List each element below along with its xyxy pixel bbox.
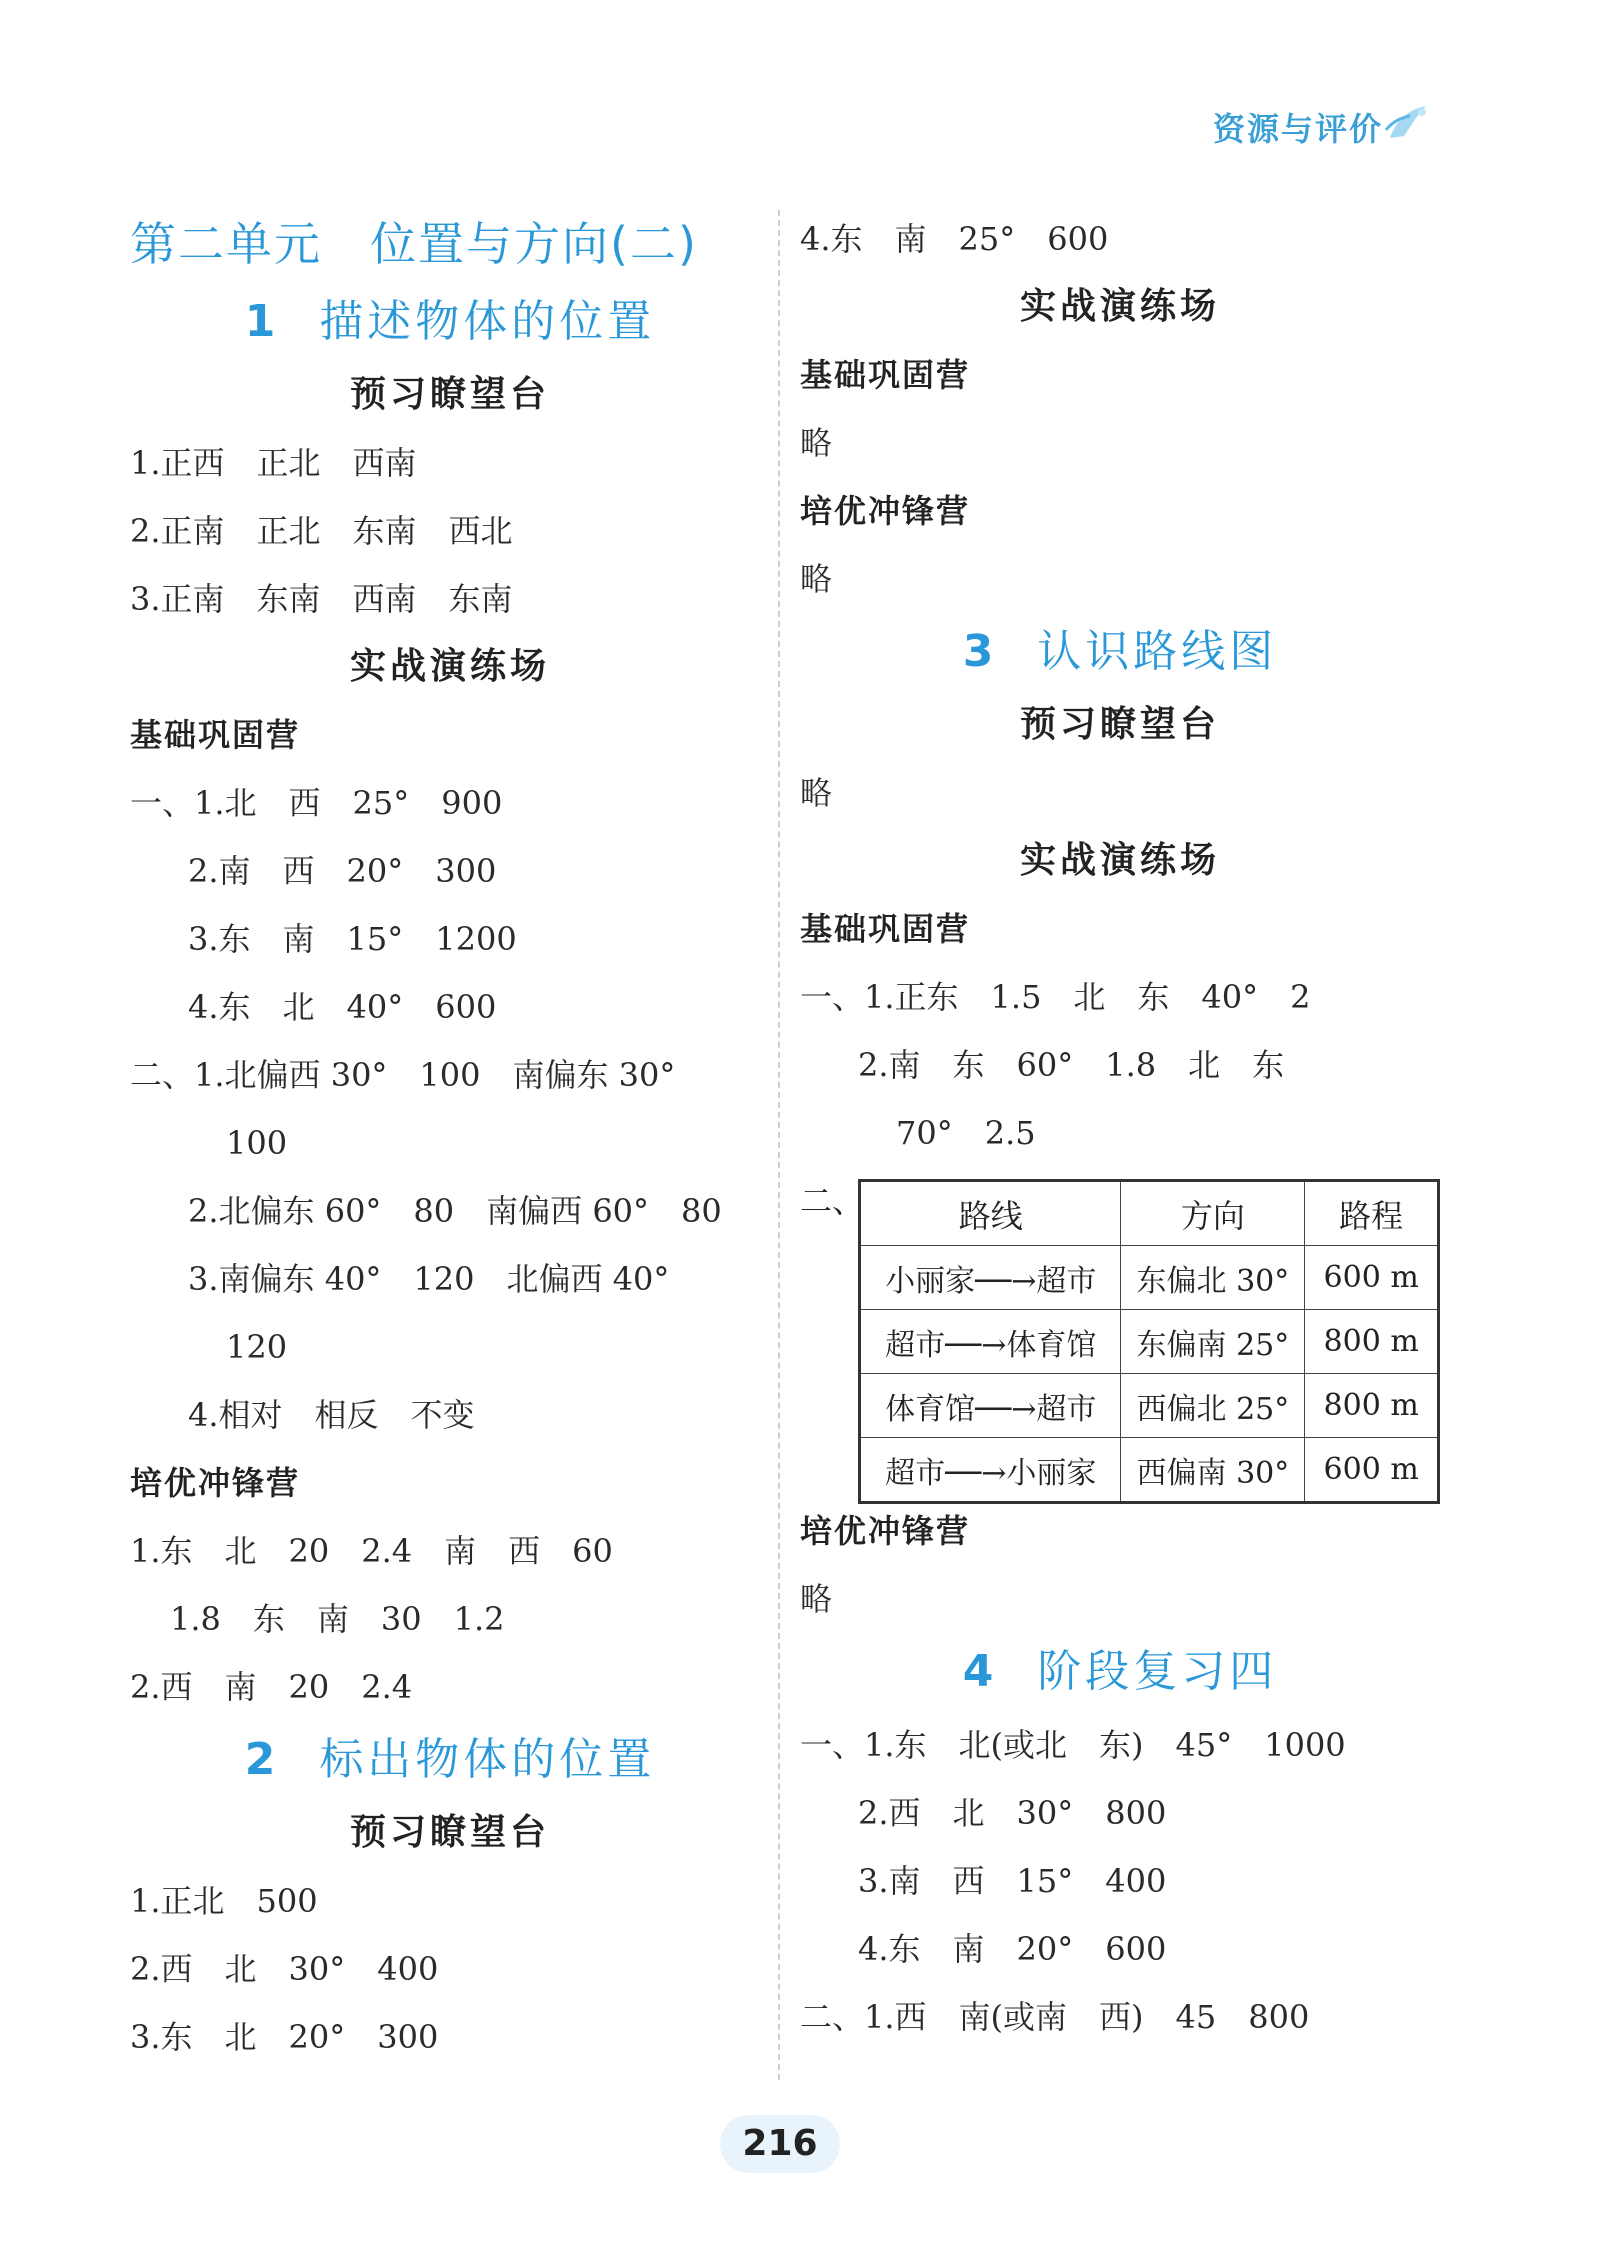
table-row: [860, 1438, 1439, 1503]
table-label: 二、: [800, 1182, 865, 1220]
answer-line: 2.正南 正北 东南 西北: [130, 512, 513, 550]
answer-line: 2.南 西 20° 300: [188, 852, 497, 890]
omitted-answer: 略: [800, 1580, 833, 1618]
basic-heading: 基础巩固营: [800, 356, 971, 394]
answer-line: 100: [226, 1124, 288, 1162]
answer-line: 1.8 东 南 30 1.2: [170, 1600, 505, 1638]
omitted-answer: 略: [800, 560, 833, 598]
lesson-3-number: 3: [962, 626, 998, 677]
lesson-4-number: 4: [962, 1646, 998, 1697]
advanced-heading: 培优冲锋营: [800, 492, 971, 530]
basic-heading: 基础巩固营: [800, 910, 971, 948]
practice-heading: 实战演练场: [1019, 840, 1220, 881]
cell-direction: 东偏南 25°: [1121, 1310, 1305, 1374]
answer-line: 70° 2.5: [896, 1114, 1036, 1152]
cell-route: 超市──→体育馆: [860, 1310, 1121, 1374]
table-row: [860, 1374, 1439, 1438]
preview-heading: 预习瞭望台: [1019, 704, 1220, 745]
lesson-1-title: [130, 283, 770, 361]
answer-line: 3.东 南 15° 1200: [188, 920, 517, 958]
answer-line: 2.西 北 30° 400: [130, 1950, 439, 1988]
lesson-4-name: 阶段复习四: [1037, 1646, 1278, 1697]
answer-line: 2.北偏东 60° 80 南偏西 60° 80: [188, 1192, 722, 1230]
advanced-heading: 培优冲锋营: [130, 1464, 301, 1502]
practice-heading: 实战演练场: [1019, 286, 1220, 327]
answer-line: 3.南偏东 40° 120 北偏西 40°: [188, 1260, 670, 1298]
lesson-2-number: 2: [244, 1734, 280, 1785]
table-header-row: [860, 1181, 1439, 1246]
answer-line: 120: [226, 1328, 288, 1366]
lesson-2-title: [130, 1721, 770, 1799]
answer-line: 4.东 北 40° 600: [188, 988, 497, 1026]
table-row: [860, 1246, 1439, 1310]
lesson-1-number: 1: [244, 296, 280, 347]
page-number: 216: [720, 2115, 840, 2173]
cell-direction: 东偏北 30°: [1121, 1246, 1305, 1310]
route-table-block: [800, 1167, 1440, 1497]
cell-route: 体育馆──→超市: [860, 1374, 1121, 1438]
cell-distance: 600 m: [1305, 1438, 1439, 1503]
answer-line: 二、1.北偏西 30° 100 南偏东 30°: [130, 1056, 676, 1094]
answer-line: 3.东 北 20° 300: [130, 2018, 439, 2056]
header-brand: 资源与评价: [1212, 110, 1383, 148]
answer-line: 3.正南 东南 西南 东南: [130, 580, 513, 618]
answer-line: 一、1.北 西 25° 900: [130, 784, 503, 822]
cell-route: 超市──→小丽家: [860, 1438, 1121, 1503]
answer-line: 2.南 东 60° 1.8 北 东: [858, 1046, 1285, 1084]
answer-line: 2.西 南 20 2.4: [130, 1668, 413, 1706]
header-distance: 路程: [1305, 1181, 1439, 1246]
column-divider: [778, 210, 780, 2080]
omitted-answer: 略: [800, 774, 833, 812]
cell-distance: 800 m: [1305, 1374, 1439, 1438]
answer-line: 1.东 北 20 2.4 南 西 60: [130, 1532, 613, 1570]
table-row: [860, 1310, 1439, 1374]
answer-line: 3.南 西 15° 400: [858, 1862, 1167, 1900]
lesson-3-title: [800, 613, 1440, 691]
answer-line: 1.正西 正北 西南: [130, 444, 417, 482]
unit-title: 第二单元 位置与方向(二): [130, 217, 698, 271]
cell-direction: 西偏北 25°: [1121, 1374, 1305, 1438]
route-table: [858, 1179, 1440, 1504]
answer-line: 2.西 北 30° 800: [858, 1794, 1167, 1832]
basic-heading: 基础巩固营: [130, 716, 301, 754]
answer-line: 二、1.西 南(或南 西) 45 800: [800, 1998, 1310, 2036]
brand-decoration-icon: [1382, 100, 1432, 146]
cell-distance: 600 m: [1305, 1246, 1439, 1310]
cell-route: 小丽家──→超市: [860, 1246, 1121, 1310]
header-route: 路线: [860, 1181, 1121, 1246]
answer-line: 4.东 南 20° 600: [858, 1930, 1167, 1968]
lesson-1-name: 描述物体的位置: [319, 296, 656, 347]
answer-line: 1.正北 500: [130, 1882, 318, 1920]
lesson-3-name: 认识路线图: [1037, 626, 1278, 677]
header-direction: 方向: [1121, 1181, 1305, 1246]
lesson-2-name: 标出物体的位置: [319, 1734, 656, 1785]
answer-line: 一、1.正东 1.5 北 东 40° 2: [800, 978, 1311, 1016]
left-column: [130, 205, 770, 2071]
advanced-heading: 培优冲锋营: [800, 1512, 971, 1550]
omitted-answer: 略: [800, 424, 833, 462]
answer-line: 4.相对 相反 不变: [188, 1396, 475, 1434]
cell-direction: 西偏南 30°: [1121, 1438, 1305, 1503]
answer-line: 4.东 南 25° 600: [800, 220, 1109, 258]
practice-heading: 实战演练场: [349, 646, 550, 687]
lesson-4-title: [800, 1633, 1440, 1711]
right-column: [800, 205, 1440, 2051]
answer-line: 一、1.东 北(或北 东) 45° 1000: [800, 1726, 1346, 1764]
cell-distance: 800 m: [1305, 1310, 1439, 1374]
preview-heading: 预习瞭望台: [349, 374, 550, 415]
preview-heading: 预习瞭望台: [349, 1812, 550, 1853]
